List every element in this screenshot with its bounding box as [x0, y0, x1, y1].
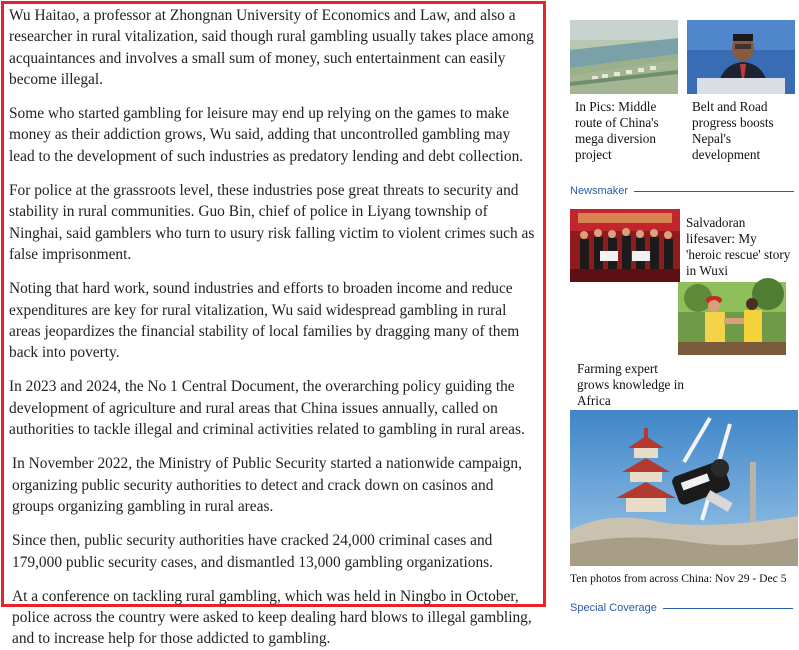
article-paragraph: In November 2022, the Ministry of Public Security started a nationwide campaign, organizing public security authorities to detect and crack down on casinos and groups organizing gambling in rural areas.: [12, 455, 522, 515]
top-story-caption[interactable]: In Pics: Middle route of China's mega diversion project: [575, 99, 659, 162]
canal-aerial-photo[interactable]: [570, 20, 678, 94]
article-paragraph: In 2023 and 2024, the No 1 Central Document, the overarching policy guiding the development of agriculture and rural areas that China issues annually, called on authorities to tackle illegal and criminal activities related to gambling in rural areas.: [9, 378, 525, 439]
gallery-caption[interactable]: Ten photos from across China: Nov 29 - Dec 5: [570, 572, 787, 585]
article-paragraph: Some who started gambling for leisure may end up relying on the games to make money as their addiction grows, Wu said, adding that uncontrolled gambling may lead to the development of such industries as predatory lending and debt collection.: [9, 105, 524, 165]
article-paragraph: At a conference on tackling rural gambling, which was held in Ningbo in October, police across the country were asked to keep dealing hard blows to illegal gambling, and to increase help for those addicted to gambling.: [12, 587, 532, 648]
section-divider: [663, 608, 793, 609]
freestyle-skier-photo[interactable]: [570, 410, 798, 566]
speaker-at-podium-photo[interactable]: [687, 20, 795, 94]
farming-expert-image: [678, 282, 786, 355]
newsmaker-caption[interactable]: Farming expert grows knowledge in Africa: [577, 361, 684, 408]
special-coverage-heading-label: Special Coverage: [570, 602, 657, 614]
article-paragraph: Wu Haitao, a professor at Zhongnan University of Economics and Law, and also a researcher in rural vitalization, said though rural gambling usually takes place among acquaintances and involves a small sum of money, such entertainment can easily become illegal.: [9, 7, 534, 88]
freestyle-skier-image: [570, 410, 798, 566]
article-body: [1, 1, 546, 648]
article-paragraph: Since then, public security authorities have cracked 24,000 criminal cases and 179,000 public security cases, and dismantled 13,000 gambling organizations.: [12, 532, 494, 571]
canal-aerial-image: [570, 20, 678, 94]
special-coverage-heading[interactable]: [570, 602, 799, 614]
sidebar: [570, 0, 799, 613]
top-story-caption[interactable]: Belt and Road progress boosts Nepal's development: [692, 99, 774, 162]
newsmaker-caption[interactable]: Salvadoran lifesaver: My 'heroic rescue' story in Wuxi: [686, 215, 791, 278]
section-divider: [634, 191, 794, 192]
award-ceremony-image: [570, 209, 680, 282]
article-paragraph: For police at the grassroots level, these industries pose great threats to security and stability in rural communities. Guo Bin, chief of police in Liyang township of Ninghai, said gamblers who turn to usury risk falling victim to violent crimes such as false imprisonment.: [9, 182, 535, 263]
newsmaker-heading-label: Newsmaker: [570, 185, 629, 197]
farming-expert-photo[interactable]: [678, 282, 786, 355]
article-paragraph: Noting that hard work, sound industries and efforts to broaden income and reduce expenditures are key for rural vitalization, Wu said widespread gambling in rural areas jeopardizes the financial stability of local families by dragging many of them back into poverty.: [9, 280, 520, 362]
newsmaker-heading[interactable]: [570, 185, 799, 197]
speaker-image: [687, 20, 795, 94]
award-ceremony-photo[interactable]: [570, 209, 680, 282]
